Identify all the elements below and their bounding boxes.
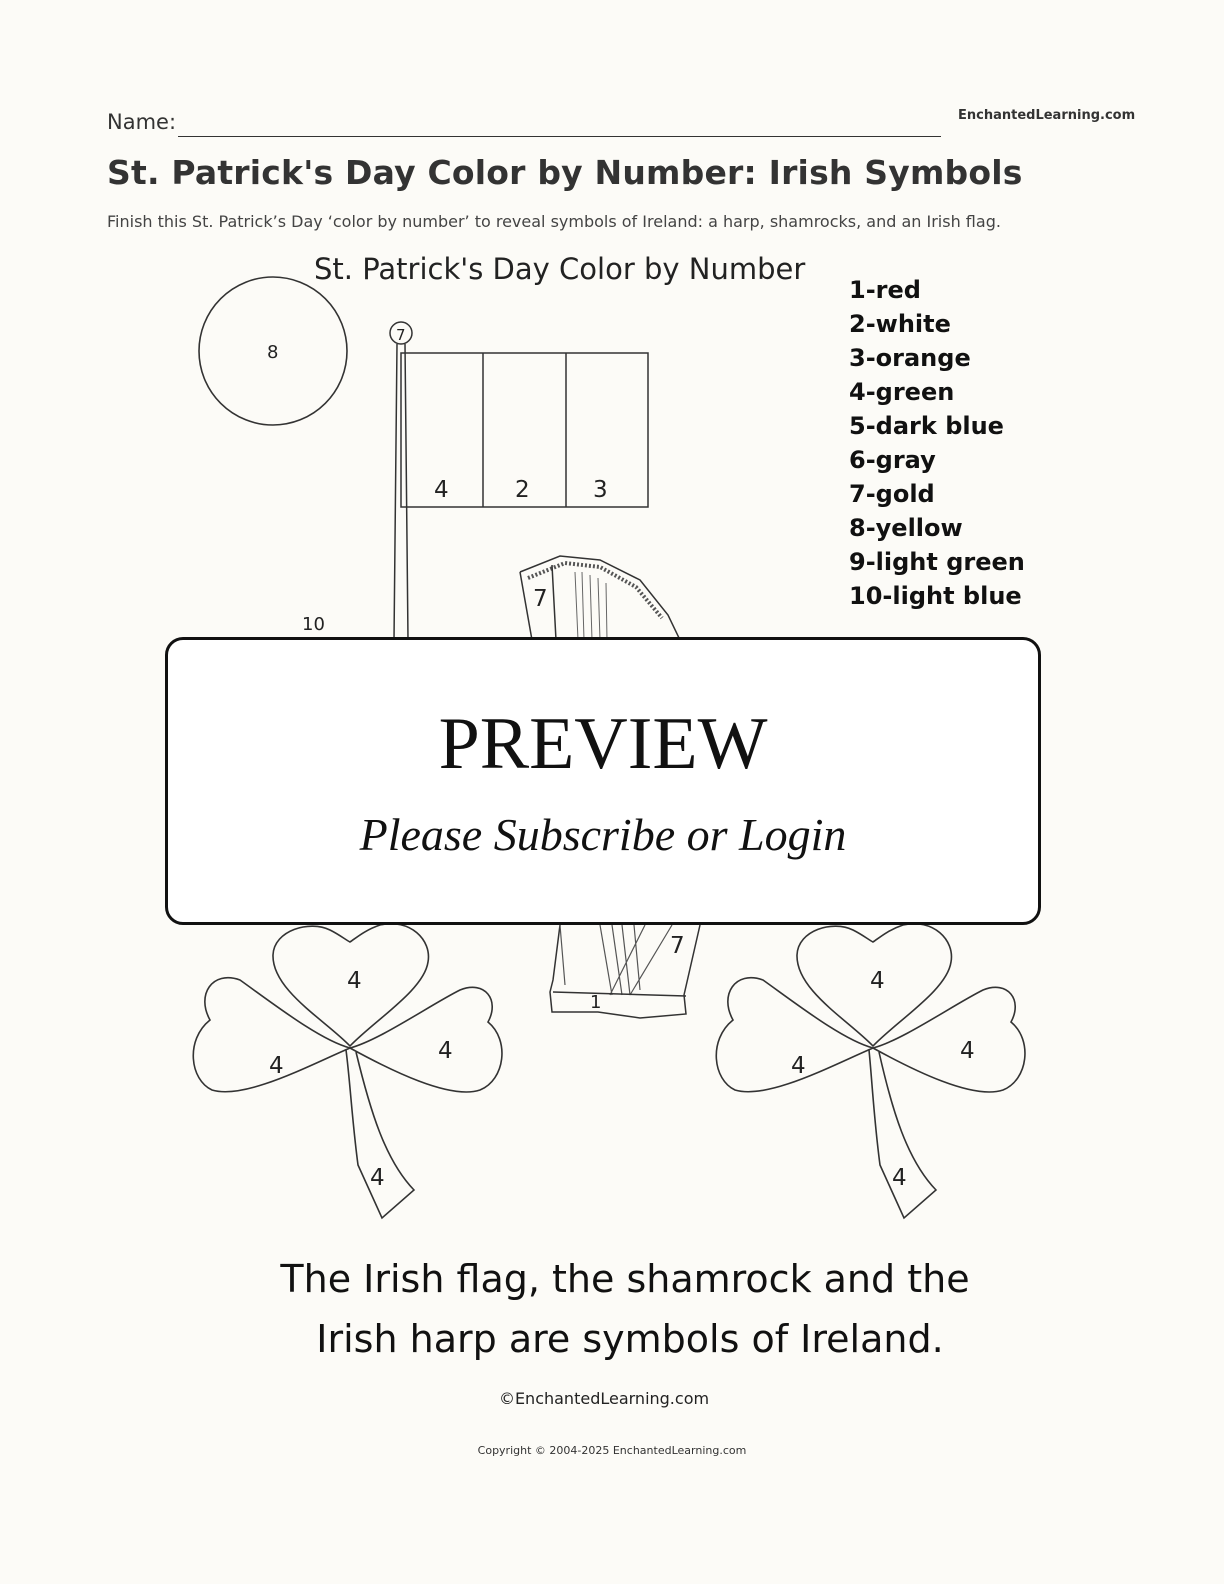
color-key-item: 3-orange bbox=[849, 344, 971, 372]
color-key-item: 9-light green bbox=[849, 548, 1025, 576]
shamrock-right-number: 4 bbox=[960, 1038, 975, 1064]
color-key bbox=[849, 276, 1025, 610]
worksheet-title: St. Patrick's Day Color by Number bbox=[314, 252, 806, 286]
page-instructions: Finish this St. Patrick’s Day ‘color by number’ to reveal symbols of Ireland: a harp, shamrocks, and an Irish flag. bbox=[107, 212, 1001, 231]
harp-number: 7 bbox=[670, 933, 685, 959]
flag-stripe-number: 3 bbox=[593, 477, 608, 503]
name-label: Name: bbox=[107, 110, 177, 134]
site-watermark: EnchantedLearning.com bbox=[958, 108, 1136, 123]
shamrock-right-outline bbox=[716, 924, 1025, 1218]
flag-stripe-number: 2 bbox=[515, 477, 530, 503]
flag-outline bbox=[390, 322, 648, 640]
worksheet-credit: ©EnchantedLearning.com bbox=[498, 1389, 710, 1408]
shamrock-left-number: 4 bbox=[269, 1053, 284, 1079]
worksheet-caption-line1: The Irish flag, the shamrock and the bbox=[280, 1257, 970, 1301]
color-key-item: 2-white bbox=[849, 310, 951, 338]
color-key-item: 1-red bbox=[849, 276, 921, 304]
preview-overlay[interactable] bbox=[165, 637, 1041, 925]
harp-number: 1 bbox=[590, 992, 602, 1013]
harp-number: 7 bbox=[533, 586, 548, 612]
sky-number: 10 bbox=[302, 614, 325, 635]
copyright-footer: Copyright © 2004-2025 EnchantedLearning.com bbox=[477, 1444, 747, 1457]
shamrock-left-number: 4 bbox=[347, 968, 362, 994]
page-title: St. Patrick's Day Color by Number: Irish Symbols bbox=[107, 153, 1023, 192]
shamrock-left-number: 4 bbox=[370, 1165, 385, 1191]
shamrock-right-number: 4 bbox=[892, 1165, 907, 1191]
color-key-item: 5-dark blue bbox=[849, 412, 1004, 440]
shamrock-left-outline bbox=[193, 924, 502, 1218]
shamrock-right-number: 4 bbox=[870, 968, 885, 994]
sun-outline bbox=[199, 277, 347, 425]
worksheet-caption-line2: Irish harp are symbols of Ireland. bbox=[316, 1317, 944, 1361]
color-key-item: 7-gold bbox=[849, 480, 935, 508]
preview-title: PREVIEW bbox=[438, 703, 768, 785]
color-key-item: 10-light blue bbox=[849, 582, 1022, 610]
shamrock-left-number: 4 bbox=[438, 1038, 453, 1064]
color-key-item: 8-yellow bbox=[849, 514, 963, 542]
color-key-item: 6-gray bbox=[849, 446, 936, 474]
flagpole-top-number: 7 bbox=[396, 326, 406, 344]
sun-number: 8 bbox=[267, 342, 279, 363]
flag-stripe-number: 4 bbox=[434, 477, 449, 503]
shamrock-right-number: 4 bbox=[791, 1053, 806, 1079]
subscribe-login-message[interactable]: Please Subscribe or Login bbox=[359, 809, 847, 860]
color-key-item: 4-green bbox=[849, 378, 955, 406]
